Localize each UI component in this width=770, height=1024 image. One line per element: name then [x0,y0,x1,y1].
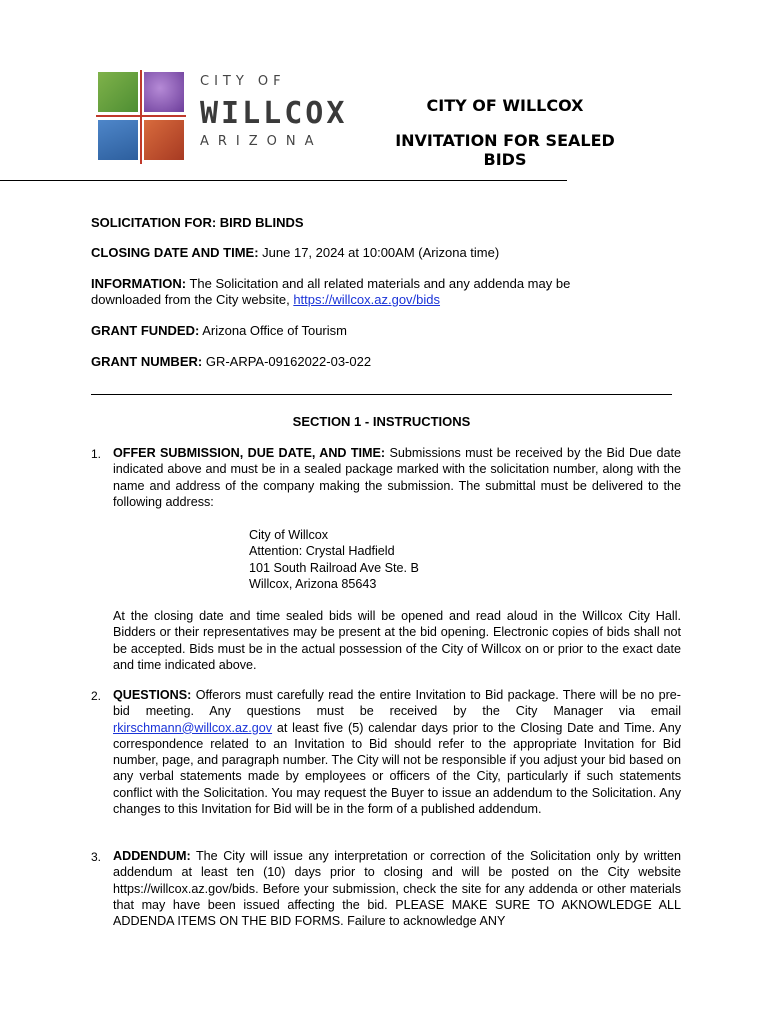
grant-number: GRANT NUMBER: GR-ARPA-09162022-03-022 [91,354,372,369]
document-title-line1: CITY OF WILLCOX [426,96,584,115]
solicitation-for: SOLICITATION FOR: BIRD BLINDS [91,215,304,230]
logo-tile-red [144,120,184,160]
document-title-line2: INVITATION FOR SEALED BIDS [395,131,615,169]
item-number: 2. [91,689,102,703]
logo-tile-purple [144,72,184,112]
item-number: 3. [91,850,102,864]
item-questions: QUESTIONS: Offerors must carefully read the entire Invitation to Bid package. There will be no pre-bid meeting. Any questions must be received by the City Manager via email rkirschmann@willcox.az.gov at least five (5) calendar days prior to the Closing Date and Time. Any correspondence related to an Invitation to Bid should refer to the appropriate Invitation for Bid number, page, and paragraph number. The City will not be responsible if you adjust your bid based on any verbal statements made by employees or officers of the City, particularly if such statements conflict with the Solicitation. You may request the Buyer to issue an addendum to the Solicitation. Any changes to this Invitation for Bid will be in the form of a published addendum. [113,688,681,817]
delivery-address: City of Willcox Attention: Crystal Hadfield 101 South Railroad Ave Ste. B Willcox, Arizona 85643 [249,528,419,591]
email-link[interactable]: rkirschmann@willcox.az.gov [113,720,273,735]
bids-link[interactable]: https://willcox.az.gov/bids [293,292,441,307]
logo-tile-green [98,72,138,112]
information: INFORMATION: The Solicitation and all related materials and any addenda may be downloaded from the City website, https://willcox.az.gov/bids [91,276,571,307]
header-divider [0,180,567,181]
grant-funded: GRANT FUNDED: Arizona Office of Tourism [91,323,347,338]
logo-name: WILLCOX [200,96,348,131]
city-logo [96,70,348,166]
item-addendum: ADDENDUM: The City will issue any interpretation or correction of the Solicitation only by written addendum at least ten (10) days prior to closing and will be posted on the City website https://willcox.az.gov/bids. Before your submission, check the site for any addenda or other materials that may have been issued affecting the bid. PLEASE MAKE SURE TO AKNOWLEDGE ALL ADDENDA ITEMS ON THE BID FORMS. Failure to acknowledge ANY [113,849,681,929]
logo-tile-blue [98,120,138,160]
closing-date: CLOSING DATE AND TIME: June 17, 2024 at 10:00AM (Arizona time) [91,245,500,260]
logo-cross-vertical [140,70,142,164]
item-offer-submission: OFFER SUBMISSION, DUE DATE, AND TIME: Submissions must be received by the Bid Due date indicated above and must be in a sealed package marked with the solicitation number, along with the name and address of the company making the submission. The submittal must be delivered to the following address: [113,446,681,509]
section-divider [91,394,672,395]
logo-cross-horizontal [96,115,186,117]
logo-state: ARIZONA [200,134,323,149]
section-title: SECTION 1 - INSTRUCTIONS [292,414,471,429]
logo-city-of: CITY OF [200,74,286,89]
item-offer-submission-followup: At the closing date and time sealed bids will be opened and read aloud in the Willcox City Hall. Bidders or their representatives may be present at the bid opening. Electronic copies of bids shall not be accepted. Bids must be in the actual possession of the City of Willcox on or prior to the exact date and time indicated above. [113,609,681,672]
item-number: 1. [91,447,102,461]
